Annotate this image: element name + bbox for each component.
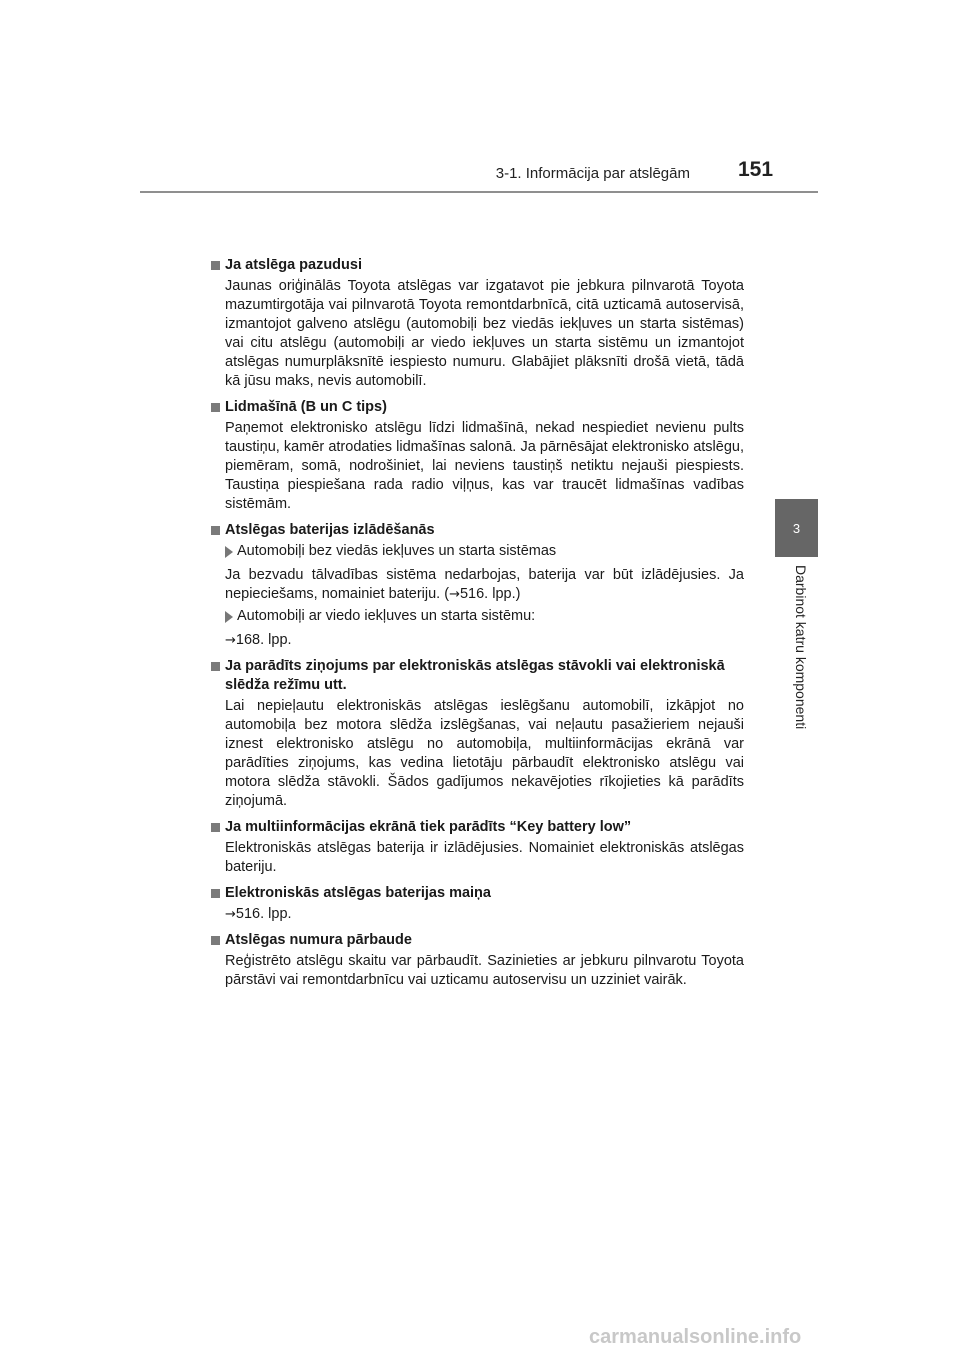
square-bullet-icon: [211, 403, 220, 412]
chapter-tab-number: 3: [792, 520, 801, 536]
page-reference[interactable]: 516. lpp.): [459, 586, 521, 602]
triangle-bullet-icon: [225, 546, 233, 558]
list-item-text: Automobiļi bez viedās iekļuves un starta sistēmas: [237, 543, 557, 559]
square-bullet-icon: [211, 662, 220, 671]
section-battery-depletion: [211, 521, 744, 650]
square-bullet-icon: [211, 936, 220, 945]
section-heading-text: Ja multiinformācijas ekrānā tiek parādīts “Key battery low”: [225, 819, 632, 835]
section-heading-text: Atslēgas numura pārbaude: [225, 932, 412, 948]
square-bullet-icon: [211, 823, 220, 832]
page-reference-line: [211, 905, 744, 924]
section-heading: [211, 398, 744, 417]
header-section-title: 3-1. Informācija par atslēgām: [495, 165, 690, 182]
section-key-battery-low: [211, 818, 744, 877]
page-reference[interactable]: 168. lpp.: [235, 632, 292, 648]
section-battery-replacement: [211, 884, 744, 924]
chapter-tab: [775, 499, 818, 557]
section-body: Jaunas oriģinālās Toyota atslēgas var izgatavot pie jebkura pilnvarotā Toyota mazumtirgotāja vai pilnvarotā Toyota remontdarbnīcā, citā uzticamā autoservisā, izmantojot galveno atslēgu (automobiļi bez viedās iekļuves un starta sistēmas) vai citu atslēgu (automobiļi ar viedo iekļuves un starta sistēmu un izmantojot atslēgas numurplāksnītē iespiesto numuru. Glabājiet plāksnīti drošā vietā, tādā kā jūsu maks, nevis automobilī.: [225, 278, 744, 389]
section-airplane: [211, 398, 744, 514]
section-heading-text: Elektroniskās atslēgas baterijas maiņa: [225, 885, 491, 901]
section-heading: [211, 931, 744, 950]
section-heading-text: Ja atslēga pazudusi: [225, 257, 362, 273]
chapter-tab-label: Darbinot katru komponenti: [793, 565, 809, 730]
list-item: [211, 542, 744, 561]
square-bullet-icon: [211, 526, 220, 535]
watermark-text: carmanualsonline.info: [589, 1326, 802, 1348]
page-reference-line: [211, 631, 744, 650]
section-body: Reģistrēto atslēgu skaitu var pārbaudīt. Sazinieties ar jebkuru pilnvarotu Toyota pārstāvi vai remontdarbnīcu vai uzticamu autoservisu un uzziniet vairāk.: [225, 953, 744, 988]
list-item-text: Automobiļi ar viedo iekļuves un starta sistēmu:: [237, 608, 536, 624]
arrow-right-icon: →: [225, 633, 236, 648]
section-body: Paņemot elektronisko atslēgu līdzi lidmašīnā, nekad nespiediet nevienu pults taustiņu, kamēr atrodaties lidmašīnas salonā. Ja pārnēsājat elektronisko atslēgu, piemēram, somā, nodrošiniet, lai neviens taustiņš netiktu nejauši piespiests. Taustiņa piespiešana rada radio viļņus, kas var traucēt lidmašīnas vadības sistēmām.: [225, 420, 744, 512]
arrow-right-icon: →: [449, 587, 460, 602]
section-key-number-check: [211, 931, 744, 990]
section-body: Lai nepieļautu elektroniskās atslēgas ieslēgšanu automobilī, izkāpjot no automobiļa bez motora slēdža izslēgšanas, vai neļautu pasažieriem nejauši iznest elektronisko atslēgu no automobiļa, multiinformācijas ekrānā var parādīties ziņojums, kas vedina lietotāju pārbaudīt elektronisko atslēgu vai motora slēdža stāvokli. Šādos gadījumos nekavējoties rīkojieties kā parādīts ziņojumā.: [225, 698, 744, 809]
section-heading-text: Ja parādīts ziņojums par elektroniskās atslēgas stāvokli vai elektroniskā slēdža režīmu utt.: [225, 658, 725, 693]
section-key-status-message: [211, 657, 744, 811]
section-heading-text: Atslēgas baterijas izlādēšanās: [225, 522, 435, 538]
section-body: Elektroniskās atslēgas baterija ir izlādējusies. Nomainiet elektroniskās atslēgas bateriju.: [225, 840, 744, 875]
triangle-bullet-icon: [225, 611, 233, 623]
square-bullet-icon: [211, 261, 220, 270]
section-heading: [211, 657, 744, 695]
section-body: [211, 566, 744, 604]
section-heading: [211, 818, 744, 837]
section-body-text: Ja bezvadu tālvadības sistēma nedarbojas, baterija var būt izlādējusies. Ja nepieciešams, nomainiet bateriju. (: [225, 567, 744, 602]
section-heading: [211, 521, 744, 540]
section-heading: [211, 884, 744, 903]
page-number: 151: [738, 158, 774, 181]
section-heading: [211, 256, 744, 275]
page-content: [211, 256, 744, 997]
section-heading-text: Lidmašīnā (B un C tips): [225, 399, 387, 415]
square-bullet-icon: [211, 889, 220, 898]
list-item: [211, 607, 744, 626]
arrow-right-icon: →: [225, 907, 236, 922]
header-divider: [140, 191, 818, 193]
section-key-lost: [211, 256, 744, 391]
page-reference[interactable]: 516. lpp.: [235, 906, 292, 922]
